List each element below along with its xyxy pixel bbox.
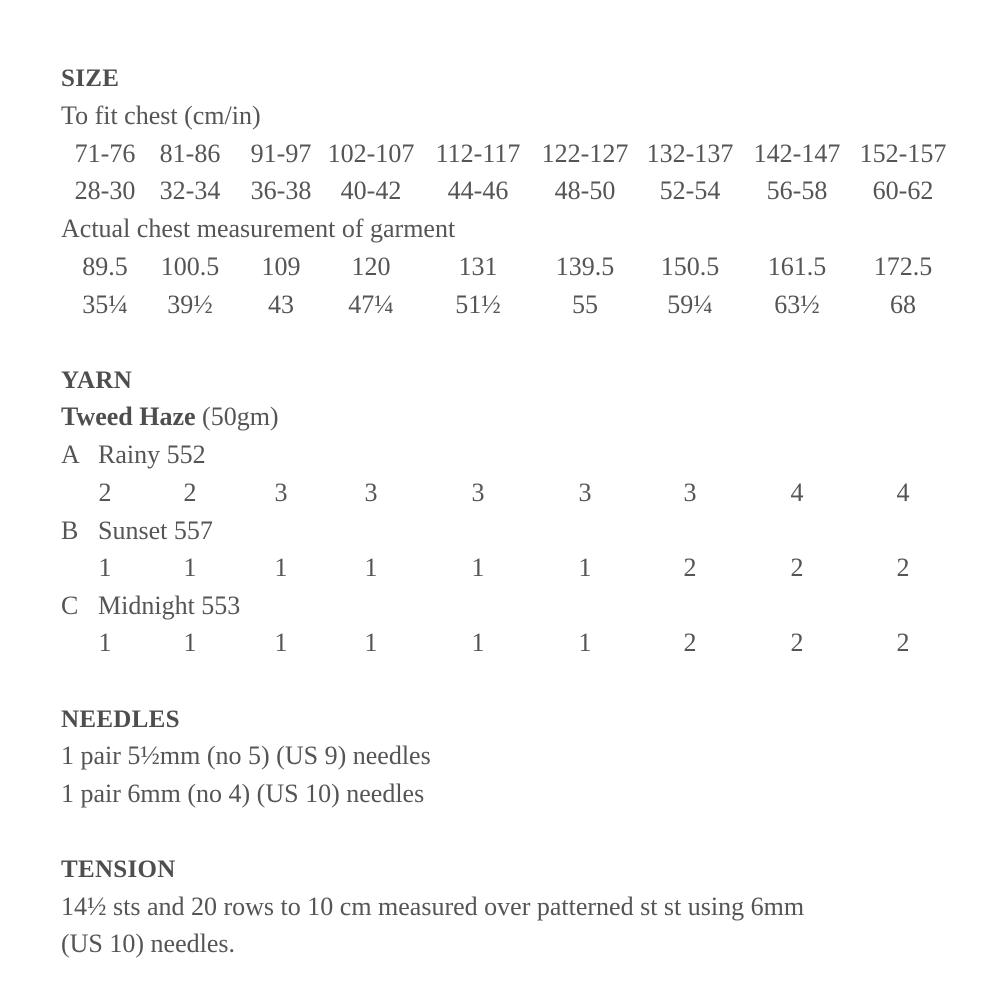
table-cell: 3 bbox=[683, 478, 697, 507]
colour-c-quantities-row bbox=[0, 630, 1000, 660]
table-cell: 3 bbox=[471, 478, 485, 507]
table-cell: 2 bbox=[896, 628, 910, 657]
table-cell: 142-147 bbox=[753, 139, 841, 168]
table-cell: 2 bbox=[896, 553, 910, 582]
tension-heading: TENSION bbox=[61, 856, 176, 883]
table-cell: 132-137 bbox=[646, 139, 734, 168]
table-cell: 91-97 bbox=[250, 139, 312, 168]
table-cell: 89.5 bbox=[82, 252, 128, 281]
colour-letter: B bbox=[61, 516, 79, 545]
table-cell: 81-86 bbox=[159, 139, 221, 168]
table-cell: 1 bbox=[471, 628, 485, 657]
table-cell: 68 bbox=[890, 290, 916, 319]
table-cell: 36-38 bbox=[250, 176, 312, 205]
table-cell: 100.5 bbox=[160, 252, 220, 281]
table-cell: 1 bbox=[183, 628, 197, 657]
table-cell: 63½ bbox=[774, 290, 820, 319]
table-cell: 43 bbox=[268, 290, 294, 319]
table-cell: 1 bbox=[274, 628, 288, 657]
fit-chest-label: To fit chest (cm/in) bbox=[61, 101, 261, 130]
size-heading: SIZE bbox=[61, 65, 120, 92]
table-cell: 3 bbox=[364, 478, 378, 507]
table-cell: 109 bbox=[261, 252, 301, 281]
table-cell: 1 bbox=[471, 553, 485, 582]
table-cell: 112-117 bbox=[435, 139, 521, 168]
colour-label-b bbox=[61, 518, 213, 544]
table-cell: 2 bbox=[790, 628, 804, 657]
table-cell: 3 bbox=[578, 478, 592, 507]
table-cell: 47¼ bbox=[348, 290, 394, 319]
table-cell: 150.5 bbox=[660, 252, 720, 281]
table-cell: 56-58 bbox=[766, 176, 828, 205]
table-cell: 4 bbox=[896, 478, 910, 507]
table-cell: 32-34 bbox=[159, 176, 221, 205]
table-cell: 60-62 bbox=[872, 176, 934, 205]
table-cell: 4 bbox=[790, 478, 804, 507]
yarn-name: Tweed Haze bbox=[61, 402, 196, 431]
table-cell: 2 bbox=[683, 628, 697, 657]
table-cell: 28-30 bbox=[74, 176, 136, 205]
table-cell: 102-107 bbox=[327, 139, 415, 168]
table-cell: 1 bbox=[98, 628, 112, 657]
table-cell: 131 bbox=[458, 252, 498, 281]
colour-name: Midnight 553 bbox=[98, 591, 241, 620]
table-cell: 59¼ bbox=[667, 290, 713, 319]
colour-letter: A bbox=[61, 440, 80, 469]
actual-chest-label: Actual chest measurement of garment bbox=[61, 214, 456, 243]
table-cell: 139.5 bbox=[555, 252, 615, 281]
yarn-title bbox=[61, 404, 279, 430]
colour-letter: C bbox=[61, 591, 79, 620]
table-cell: 55 bbox=[572, 290, 598, 319]
table-cell: 1 bbox=[183, 553, 197, 582]
colour-label-c bbox=[61, 593, 240, 619]
table-cell: 2 bbox=[98, 478, 112, 507]
table-cell: 152-157 bbox=[859, 139, 947, 168]
table-cell: 2 bbox=[183, 478, 197, 507]
tension-line-2: (US 10) needles. bbox=[61, 929, 236, 958]
table-cell: 1 bbox=[364, 553, 378, 582]
table-cell: 2 bbox=[683, 553, 697, 582]
colour-a-quantities-row bbox=[0, 480, 1000, 510]
actual-chest-cm-row bbox=[0, 254, 1000, 284]
table-cell: 1 bbox=[274, 553, 288, 582]
colour-b-quantities-row bbox=[0, 555, 1000, 585]
table-cell: 120 bbox=[351, 252, 391, 281]
table-cell: 51½ bbox=[455, 290, 501, 319]
needles-line-2: 1 pair 6mm (no 4) (US 10) needles bbox=[61, 779, 425, 808]
yarn-weight: (50gm) bbox=[202, 402, 279, 431]
table-cell: 71-76 bbox=[74, 139, 136, 168]
table-cell: 1 bbox=[98, 553, 112, 582]
colour-name: Rainy 552 bbox=[98, 440, 206, 469]
table-cell: 39½ bbox=[167, 290, 213, 319]
yarn-heading: YARN bbox=[61, 367, 133, 394]
table-cell: 40-42 bbox=[340, 176, 402, 205]
table-cell: 1 bbox=[578, 628, 592, 657]
table-cell: 52-54 bbox=[659, 176, 721, 205]
table-cell: 1 bbox=[364, 628, 378, 657]
table-cell: 172.5 bbox=[873, 252, 933, 281]
tension-line-1: 14½ sts and 20 rows to 10 cm measured over patterned st st using 6mm bbox=[61, 892, 805, 921]
table-cell: 48-50 bbox=[554, 176, 616, 205]
table-cell: 3 bbox=[274, 478, 288, 507]
table-cell: 35¼ bbox=[82, 290, 128, 319]
table-cell: 44-46 bbox=[447, 176, 509, 205]
colour-label-a bbox=[61, 442, 206, 468]
needles-line-1: 1 pair 5½mm (no 5) (US 9) needles bbox=[61, 741, 431, 770]
actual-chest-in-row bbox=[0, 292, 1000, 322]
table-cell: 122-127 bbox=[541, 139, 629, 168]
fit-chest-in-row bbox=[0, 178, 1000, 208]
colour-name: Sunset 557 bbox=[98, 516, 213, 545]
table-cell: 1 bbox=[578, 553, 592, 582]
table-cell: 2 bbox=[790, 553, 804, 582]
table-cell: 161.5 bbox=[767, 252, 827, 281]
needles-heading: NEEDLES bbox=[61, 706, 180, 733]
fit-chest-cm-row bbox=[0, 141, 1000, 171]
